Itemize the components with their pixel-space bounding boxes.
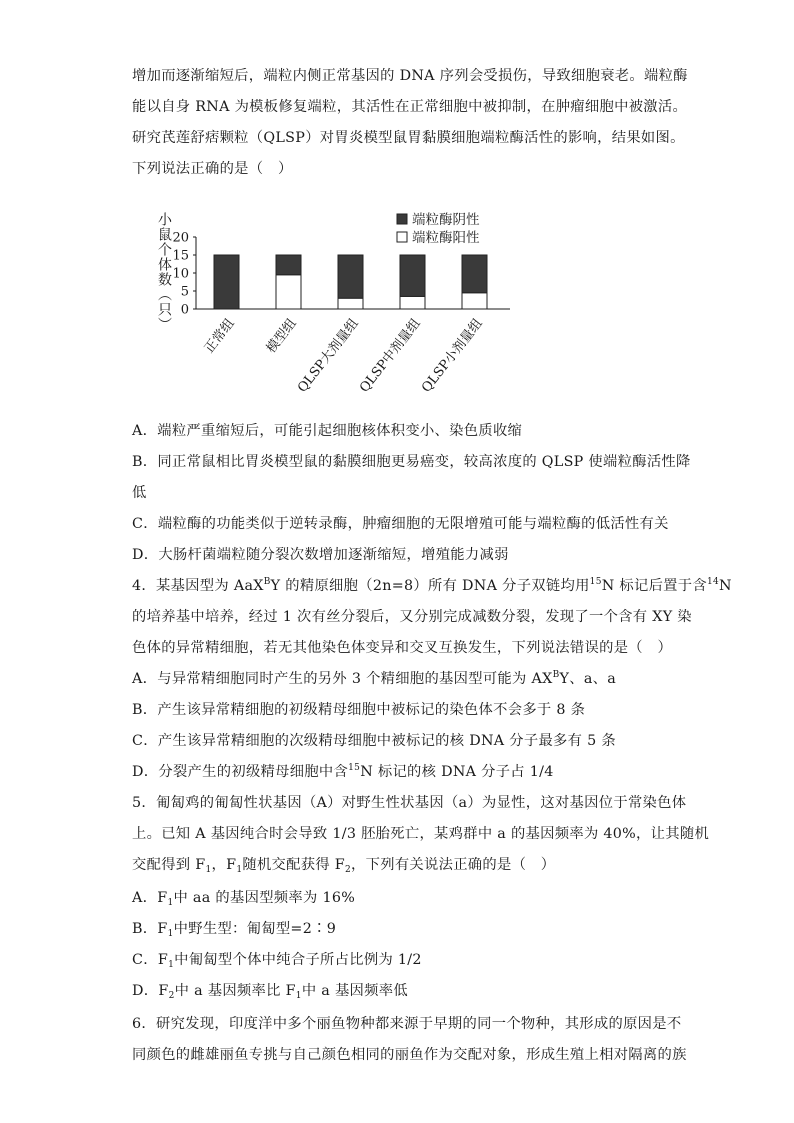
q5-option-c-text: 中匍匐型个体中纯合子所占比例为 1/2 bbox=[174, 952, 422, 968]
bar-positive bbox=[400, 296, 425, 309]
q4-stem-line-3: 色体的异常精细胞，若无其他染色体变异和交叉互换发生，下列说法错误的是（ ） bbox=[132, 640, 673, 656]
q5-option-d-text: 中 a 基因频率低 bbox=[301, 983, 408, 999]
q5-option-d-text: 中 a 基因频率比 F bbox=[174, 983, 296, 999]
q6-stem-line-2: 同颜色的雌雄丽鱼专挑与自己颜色相同的丽鱼作为交配对象，形成生殖上相对隔离的族 bbox=[132, 1047, 687, 1063]
q5-option-d-sub: 2 bbox=[168, 991, 175, 1001]
q5-option-a[interactable] bbox=[132, 888, 662, 908]
x-category-label: QLSP小剂量组 bbox=[419, 316, 486, 396]
bar-negative bbox=[400, 255, 425, 296]
q3-option-b[interactable]: B．同正常鼠相比胃炎模型鼠的黏膜细胞更易癌变，较高浓度的 QLSP 使端粒酶活性降 bbox=[132, 454, 691, 470]
q5-stem-line-3 bbox=[132, 855, 662, 875]
q5-stem-text: ，F bbox=[211, 857, 237, 873]
q4-stem-sup: B bbox=[263, 577, 271, 587]
legend-label-positive: 端粒酶阳性 bbox=[412, 230, 480, 246]
bar-positive bbox=[338, 298, 363, 309]
y-axis-label: 小鼠个体数（只） bbox=[156, 212, 172, 332]
q4-option-d-sup: 15 bbox=[348, 763, 361, 773]
q5-stem-sub: 1 bbox=[236, 865, 243, 875]
q5-stem-text: 随机交配获得 F bbox=[242, 857, 345, 873]
q5-option-a-text: A．F bbox=[132, 890, 168, 906]
q5-option-d-text: D．F bbox=[132, 983, 169, 999]
bar-positive bbox=[276, 275, 301, 309]
q4-stem-line-2: 的培养基中培养，经过 1 次有丝分裂后，又分别完成减数分裂，发现了一个含有 XY 染 bbox=[132, 609, 692, 625]
x-category-label: 正常组 bbox=[201, 316, 238, 357]
legend-swatch-negative bbox=[397, 214, 407, 224]
q4-option-a[interactable] bbox=[132, 669, 662, 689]
q5-stem-text: 交配得到 F bbox=[132, 857, 206, 873]
bar-negative bbox=[338, 255, 363, 298]
q5-stem-sub: 1 bbox=[205, 865, 212, 875]
q5-stem-text: ，下列有关说法正确的是（ ） bbox=[351, 857, 556, 873]
q4-stem-sup: 15 bbox=[589, 577, 602, 587]
bar-positive bbox=[462, 293, 487, 309]
bar-negative bbox=[276, 255, 301, 275]
q4-option-d-text: N 标记的核 DNA 分子占 1/4 bbox=[360, 764, 554, 780]
q5-stem-sub: 2 bbox=[345, 865, 352, 875]
q5-option-b-text: B．F bbox=[132, 921, 168, 937]
q5-option-b[interactable] bbox=[132, 919, 662, 939]
bar-negative bbox=[214, 255, 239, 309]
q5-option-c-sub: 1 bbox=[168, 960, 175, 970]
legend-label-negative: 端粒酶阴性 bbox=[412, 212, 480, 228]
q4-option-b[interactable]: B．产生该异常精细胞的初级精母细胞中被标记的染色体不会多于 8 条 bbox=[132, 702, 586, 718]
y-tick-label: 0 bbox=[180, 302, 189, 318]
telomerase-bar-chart bbox=[152, 200, 512, 410]
q4-option-d[interactable] bbox=[132, 762, 662, 782]
q4-option-d-text: D．分裂产生的初级精母细胞中含 bbox=[132, 764, 349, 780]
q5-option-a-text: 中 aa 的基因型频率为 16% bbox=[173, 890, 356, 906]
intro-line-1: 增加而逐渐缩短后，端粒内侧正常基因的 DNA 序列会受损伤，导致细胞衰老。端粒酶 bbox=[132, 68, 688, 84]
q4-stem-text: N 标记后置于含 bbox=[601, 578, 707, 594]
q5-stem-line-2: 上。已知 A 基因纯合时会导致 1/3 胚胎死亡，某鸡群中 a 的基因频率为 40%，让其随机 bbox=[132, 826, 710, 842]
intro-line-2: 能以自身 RNA 为模板修复端粒，其活性在正常细胞中被抑制，在肿瘤细胞中被激活。 bbox=[132, 99, 688, 115]
q6-stem-line-1: 6．研究发现，印度洋中多个丽鱼物种都来源于早期的同一个物种，其形成的原因是不 bbox=[132, 1016, 682, 1032]
q4-stem-sup: 14 bbox=[706, 577, 720, 587]
q4-option-a-text: Y、a、a bbox=[559, 671, 617, 687]
q3-option-b-cont: 低 bbox=[132, 485, 147, 501]
q4-option-a-text: A．与异常精细胞同时产生的另外 3 个精细胞的基因型可能为 AX bbox=[132, 671, 553, 687]
q3-option-a[interactable]: A．端粒严重缩短后，可能引起细胞核体积变小、染色质收缩 bbox=[132, 423, 523, 439]
q4-option-c[interactable]: C．产生该异常精细胞的次级精母细胞中被标记的核 DNA 分子最多有 5 条 bbox=[132, 733, 616, 749]
q4-stem-text: N bbox=[719, 578, 732, 594]
x-category-label: QLSP中剂量组 bbox=[357, 316, 424, 396]
intro-line-3: 研究芪莲舒痞颗粒（QLSP）对胃炎模型鼠胃黏膜细胞端粒酶活性的影响，结果如图。 bbox=[132, 130, 685, 146]
intro-line-4: 下列说法正确的是（ ） bbox=[132, 161, 293, 177]
q3-option-c[interactable]: C．端粒酶的功能类似于逆转录酶，肿瘤细胞的无限增殖可能与端粒酶的低活性有关 bbox=[132, 516, 669, 532]
q5-option-a-sub: 1 bbox=[167, 898, 174, 908]
q4-stem-text: 4．某基因型为 AaX bbox=[132, 578, 264, 594]
y-tick-label: 10 bbox=[172, 266, 189, 282]
q5-option-c-text: C．F bbox=[132, 952, 169, 968]
q4-stem-line-1 bbox=[132, 576, 732, 596]
y-tick-label: 5 bbox=[180, 284, 189, 300]
x-category-label: QLSP大剂量组 bbox=[295, 316, 362, 396]
q5-option-d-sub: 1 bbox=[295, 991, 302, 1001]
q5-stem-line-1: 5．匍匐鸡的匍匐性状基因（A）对野生性状基因（a）为显性，这对基因位于常染色体 bbox=[132, 795, 687, 811]
legend-swatch-positive bbox=[397, 232, 407, 242]
bar-negative bbox=[462, 255, 487, 293]
q4-option-a-sup: B bbox=[552, 670, 560, 680]
y-tick-label: 20 bbox=[172, 230, 189, 246]
q3-option-d[interactable]: D．大肠杆菌端粒随分裂次数增加逐渐缩短，增殖能力减弱 bbox=[132, 547, 509, 563]
q5-option-b-sub: 1 bbox=[167, 929, 174, 939]
y-tick-label: 15 bbox=[172, 248, 189, 264]
q5-option-b-text: 中野生型：匍匐型=2∶9 bbox=[173, 921, 337, 937]
q4-stem-text: Y 的精原细胞（2n=8）所有 DNA 分子双链均用 bbox=[270, 578, 590, 594]
x-category-label: 模型组 bbox=[263, 316, 300, 357]
q5-option-c[interactable] bbox=[132, 950, 662, 970]
q5-option-d[interactable] bbox=[132, 981, 662, 1001]
